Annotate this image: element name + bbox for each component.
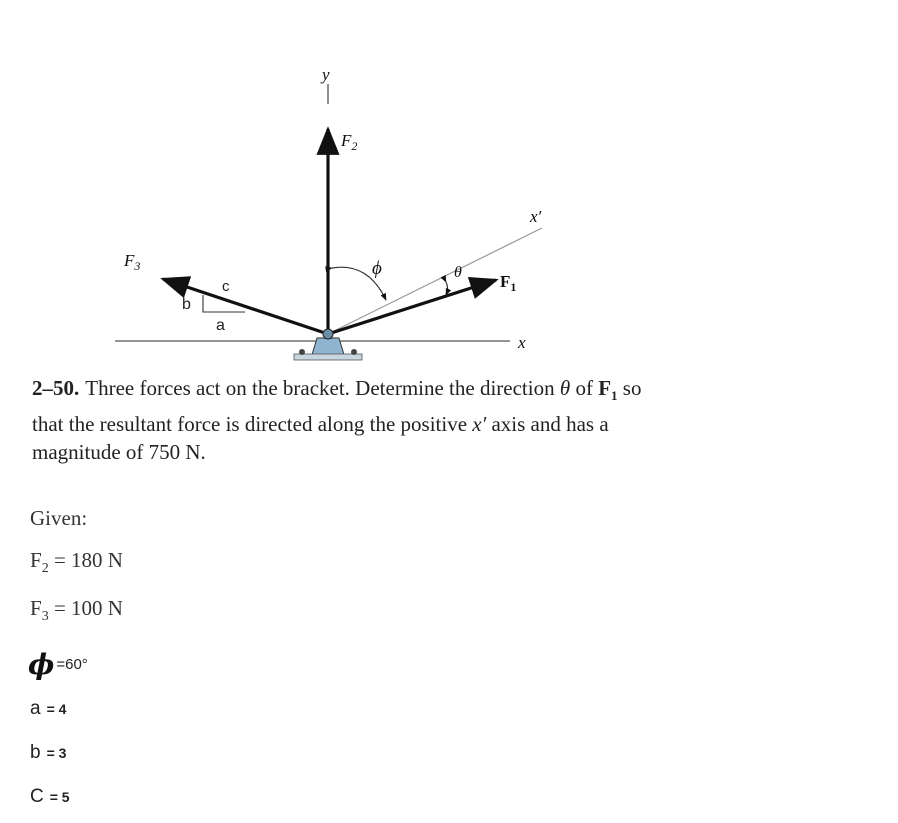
phi-label: ϕ xyxy=(372,258,382,279)
theta-arc xyxy=(446,282,448,295)
given-f3: $F_3 = 100$ N xyxy=(30,596,123,625)
triangle-b-label: b xyxy=(182,296,191,313)
given-title: Given: xyxy=(30,506,88,530)
f2-label: $F_2$ xyxy=(341,131,358,153)
triangle-c-label: c xyxy=(222,278,230,295)
y-axis-label: y xyxy=(322,65,330,84)
x-prime-label: x′ xyxy=(530,207,542,226)
f3-label: $F_3$ xyxy=(124,251,141,273)
x-axis-label: x xyxy=(518,333,526,352)
triangle-a-label: a xyxy=(216,317,225,334)
given-phi xyxy=(28,648,88,681)
phi-value: =60° xyxy=(56,656,88,673)
given-c: C = 5 xyxy=(30,786,70,807)
problem-number: 2–50. xyxy=(32,376,80,400)
given-a: a = 4 xyxy=(30,698,67,719)
phi-symbol: ϕ xyxy=(28,648,55,681)
problem-statement: 2–50. Three forces act on the bracket. Determine the direction θ of $F_1$ so that the resultant force is directed along the positive x′ axis and has a magnitude of 750 N. xyxy=(32,376,642,465)
theta-label: θ xyxy=(454,264,462,281)
given-f2: $F_2 = 180$ N xyxy=(30,548,123,577)
given-b: b = 3 xyxy=(30,742,67,763)
force-diagram xyxy=(0,0,898,380)
f1-arrow xyxy=(328,280,496,334)
f1-label: $F_1$ xyxy=(500,272,517,294)
bracket xyxy=(294,329,362,360)
